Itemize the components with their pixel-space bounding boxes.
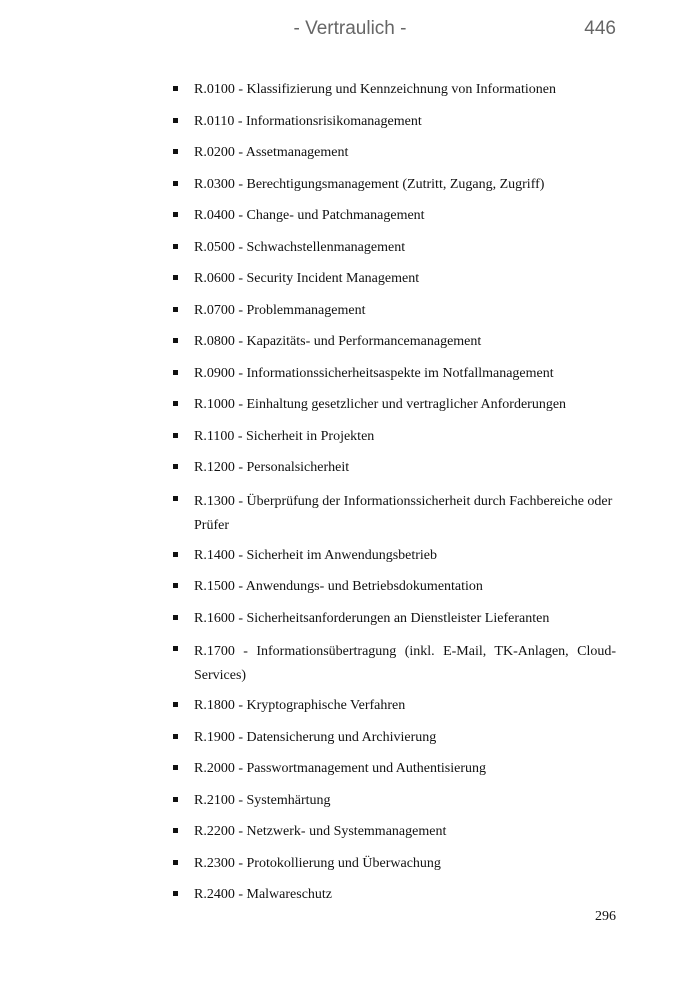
list-item [172, 427, 616, 448]
square-bullet-icon [172, 546, 194, 566]
list-item-text: R.1400 - Sicherheit im Anwendungsbetrieb [194, 547, 438, 563]
square-bullet-icon [172, 822, 194, 842]
square-bullet-icon [172, 427, 194, 447]
list-item [172, 640, 616, 688]
square-bullet-icon [172, 458, 194, 478]
list-item-text: R.2400 - Malwareschutz [194, 887, 333, 902]
square-bullet-icon [172, 80, 194, 100]
list-item-text: R.1800 - Kryptographische Verfahren [194, 698, 406, 713]
list-item [172, 546, 616, 567]
list-item-text: R.1600 - Sicherheitsanforderungen an Dienstleister Lieferanten [194, 610, 550, 626]
list-item-text: R.2300 - Protokollierung und Überwachung [194, 855, 441, 871]
square-bullet-icon [172, 791, 194, 811]
list-item [172, 885, 616, 906]
list-item [172, 759, 616, 780]
square-bullet-icon [172, 143, 194, 163]
list-item-text: R.0500 - Schwachstellenmanagement [194, 239, 406, 255]
square-bullet-icon [172, 640, 194, 660]
square-bullet-icon [172, 490, 194, 510]
list-item-text: R.1900 - Datensicherung und Archivierung [194, 729, 437, 745]
list-item-text: R.1100 - Sicherheit in Projekten [194, 428, 375, 444]
square-bullet-icon [172, 364, 194, 384]
list-item-text: R.2200 - Netzwerk- und Systemmanagement [194, 824, 447, 839]
square-bullet-icon [172, 609, 194, 629]
list-item [172, 609, 616, 630]
list-item-text: R.2100 - Systemhärtung [194, 792, 331, 808]
list-item-text: R.0300 - Berechtigungsmanagement (Zutritt, Zugang, Zugriff) [194, 176, 545, 192]
list-item [172, 458, 616, 479]
square-bullet-icon [172, 395, 194, 415]
list-item-text: R.2000 - Passwortmanagement und Authentisierung [194, 761, 487, 776]
list-item [172, 80, 616, 101]
list-item [172, 822, 616, 843]
square-bullet-icon [172, 854, 194, 874]
list-item [172, 364, 616, 385]
list-item [172, 490, 616, 538]
square-bullet-icon [172, 696, 194, 716]
list-item-text: R.0900 - Informationssicherheitsaspekte im Notfallmanagement [194, 365, 554, 381]
list-item [172, 395, 616, 416]
square-bullet-icon [172, 577, 194, 597]
square-bullet-icon [172, 206, 194, 226]
list-item [172, 206, 616, 227]
list-item-text: R.0600 - Security Incident Management [194, 271, 420, 286]
requirements-list [172, 80, 616, 917]
list-item [172, 269, 616, 290]
square-bullet-icon [172, 332, 194, 352]
page-number: 296 [595, 909, 616, 924]
list-item [172, 696, 616, 717]
square-bullet-icon [172, 175, 194, 195]
square-bullet-icon [172, 759, 194, 779]
list-item [172, 301, 616, 322]
list-item [172, 854, 616, 875]
list-item [172, 143, 616, 164]
list-item [172, 112, 616, 133]
square-bullet-icon [172, 112, 194, 132]
list-item-text: R.0100 - Klassifizierung und Kennzeichnung von Informationen [194, 82, 556, 97]
list-item [172, 728, 616, 749]
header-title: - Vertraulich - [293, 18, 407, 39]
list-item [172, 238, 616, 259]
list-item-text: R.0700 - Problemmanagement [194, 302, 366, 318]
list-item-text: R.0200 - Assetmanagement [194, 145, 349, 160]
list-item-text: R.0800 - Kapazitäts- und Performancemanagement [194, 334, 482, 349]
list-item-text: R.1500 - Anwendungs- und Betriebsdokumentation [194, 579, 483, 594]
square-bullet-icon [172, 301, 194, 321]
square-bullet-icon [172, 269, 194, 289]
square-bullet-icon [172, 238, 194, 258]
list-item-text: R.0400 - Change- und Patchmanagement [194, 208, 425, 223]
list-item-text: R.0110 - Informationsrisikomanagement [194, 113, 422, 129]
list-item [172, 791, 616, 812]
list-item [172, 175, 616, 196]
list-item [172, 332, 616, 353]
list-item-text: R.1200 - Personalsicherheit [194, 460, 350, 475]
square-bullet-icon [172, 885, 194, 905]
list-item-text: R.1000 - Einhaltung gesetzlicher und vertraglicher Anforderungen [194, 397, 567, 412]
square-bullet-icon [172, 728, 194, 748]
list-item-text: R.1300 - Überprüfung der Informationssicherheit durch Fachbereiche oder Prüfer [194, 493, 613, 533]
header-page-reference: 446 [584, 18, 616, 39]
list-item-text: R.1700 - Informationsübertragung (inkl. E-Mail, TK-Anlagen, Cloud-Services) [194, 644, 616, 683]
list-item [172, 577, 616, 598]
